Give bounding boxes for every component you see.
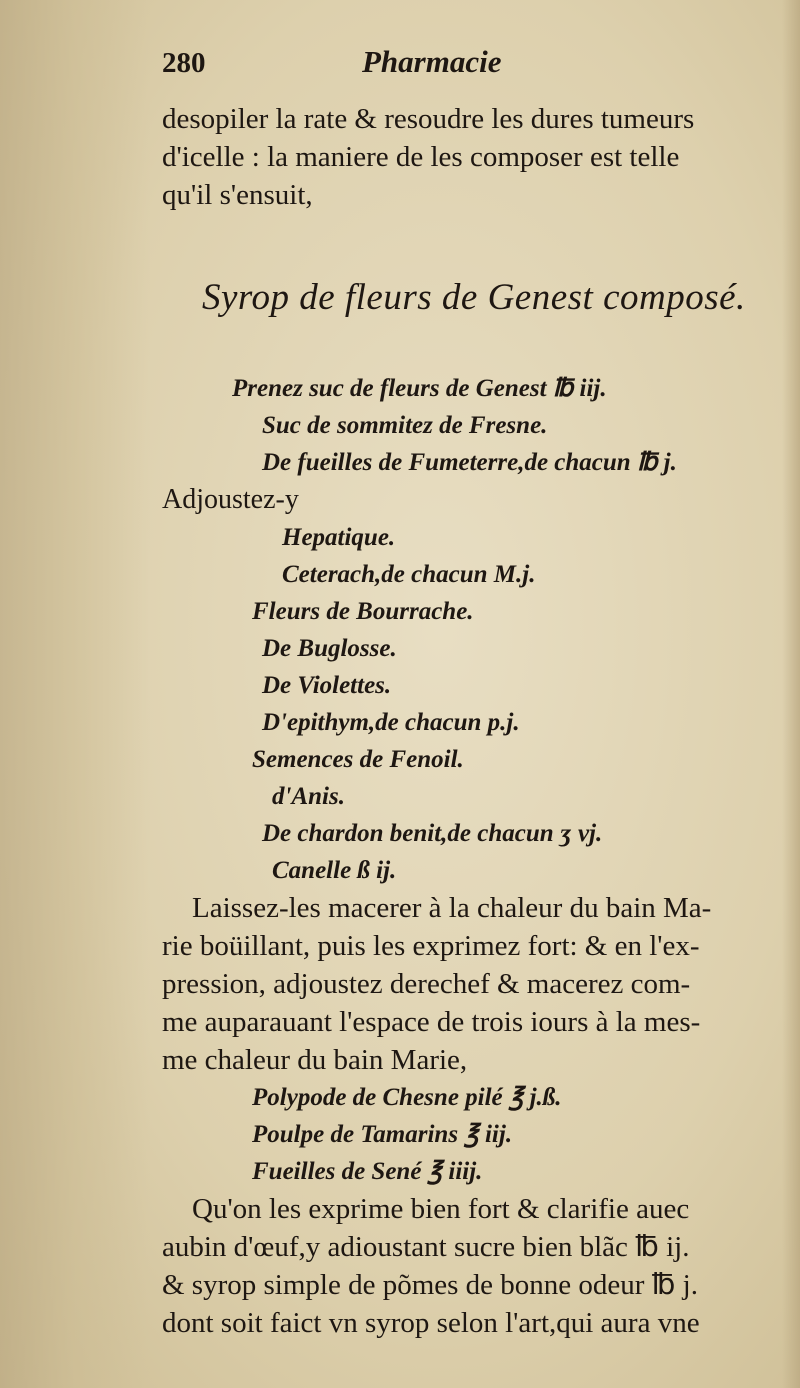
page-number: 280 <box>162 47 206 79</box>
text-line: me auparauant l'espace de trois iours à la mes- <box>162 1006 701 1038</box>
text-line: d'icelle : la maniere de les composer est telle <box>162 141 680 173</box>
recipe-list-part1 <box>162 370 762 481</box>
text-line: pression, adjoustez derechef & macerez com- <box>162 968 691 1000</box>
text-line: dont soit faict vn syrop selon l'art,qui aura vne <box>162 1307 700 1339</box>
maceration-paragraph <box>162 889 762 1079</box>
recipe-list-part2 <box>162 519 762 889</box>
text-line: Qu'on les exprime bien fort & clarifie auec <box>192 1193 690 1225</box>
recipe-item: Fleurs de Bourrache. <box>252 598 474 625</box>
recipe-heading: Syrop de fleurs de Genest composé. <box>202 277 746 318</box>
page-edge-shadow <box>782 0 800 1388</box>
recipe-item: Poulpe de Tamarins ℥ iij. <box>252 1121 513 1148</box>
recipe-item: De fueilles de Fumeterre,de chacun ℔ j. <box>262 449 677 476</box>
text-line: Laissez-les macerer à la chaleur du bain Ma- <box>192 892 712 924</box>
text-line: desopiler la rate & resoudre les dures tumeurs <box>162 103 695 135</box>
text-line: rie boüillant, puis les exprimez fort: & en l'ex- <box>162 930 700 962</box>
text-line: & syrop simple de põmes de bonne odeur ℔ j. <box>162 1269 698 1301</box>
recipe-item: Polypode de Chesne pilé ℥ j.ß. <box>252 1084 562 1111</box>
recipe-item: Suc de sommitez de Fresne. <box>262 412 548 439</box>
running-title: Pharmacie <box>362 44 502 79</box>
running-head <box>162 44 762 100</box>
recipe-item: Hepatique. <box>282 524 396 551</box>
recipe-item: Semences de Fenoil. <box>252 746 464 773</box>
recipe-item: d'Anis. <box>272 783 345 810</box>
recipe-item: Ceterach,de chacun M.j. <box>282 561 536 588</box>
clarify-paragraph <box>162 1190 762 1342</box>
recipe-item: D'epithym,de chacun p.j. <box>262 709 520 736</box>
recipe-item: De Buglosse. <box>262 635 397 662</box>
intro-paragraph <box>162 100 762 214</box>
text-line: qu'il s'ensuit, <box>162 179 313 211</box>
page-gutter-shadow <box>0 0 150 1388</box>
recipe-item: Fueilles de Sené ℥ iiij. <box>252 1158 483 1185</box>
recipe-item: Canelle ß ij. <box>272 857 397 884</box>
add-instruction: Adjoustez-y <box>162 484 299 515</box>
text-line: aubin d'œuf,y adioustant sucre bien blãc ℔ ij. <box>162 1231 690 1263</box>
text-line: me chaleur du bain Marie, <box>162 1044 468 1076</box>
recipe-item: Prenez suc de fleurs de Genest ℔ iij. <box>232 375 607 402</box>
recipe-list-part3 <box>162 1079 762 1190</box>
recipe-item: De chardon benit,de chacun ʒ vj. <box>262 820 603 847</box>
recipe-item: De Violettes. <box>262 672 392 699</box>
